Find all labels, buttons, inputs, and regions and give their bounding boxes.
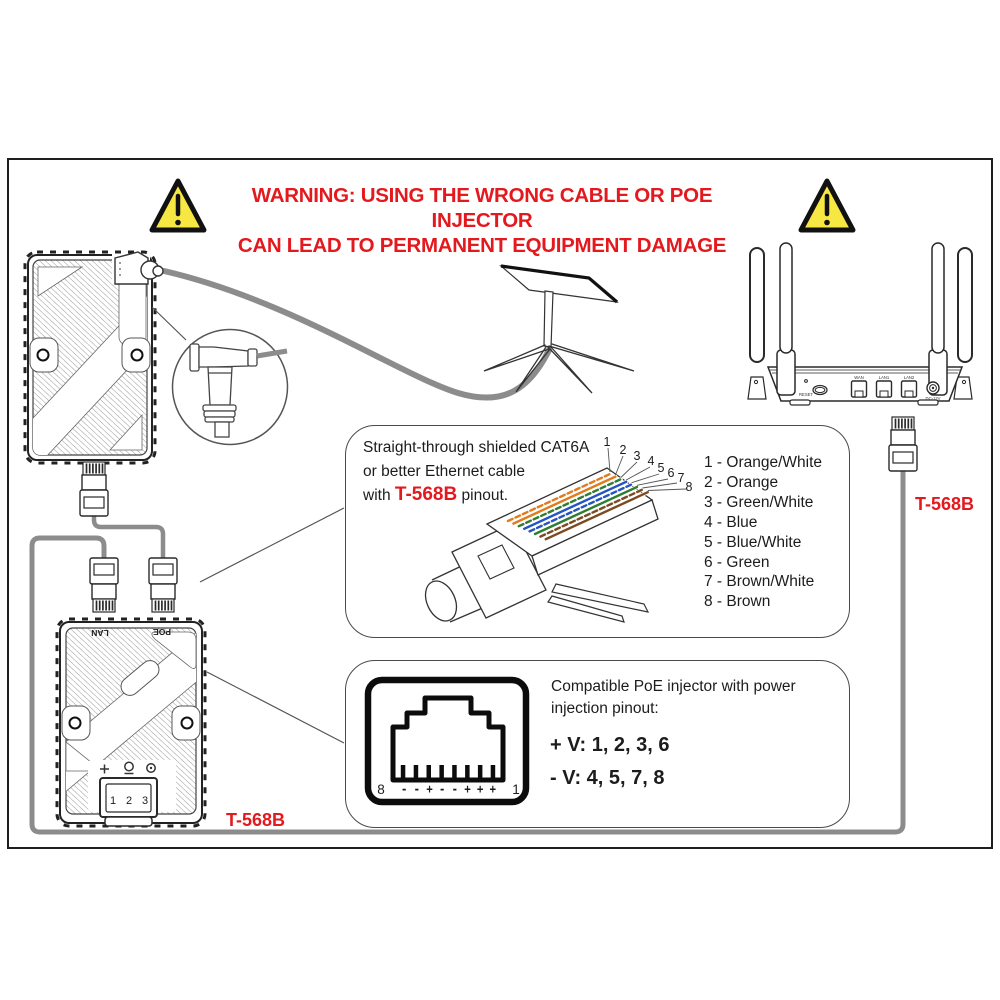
terminal-block xyxy=(100,778,157,826)
warning-banner xyxy=(212,183,752,258)
t568b-standard: T-568B xyxy=(394,484,458,505)
svg-text:DC-12V: DC-12V xyxy=(925,396,941,401)
svg-text:LAN2: LAN2 xyxy=(903,375,915,380)
cable-spec-line1: Straight-through shielded CAT6A xyxy=(363,439,590,456)
warning-line-1: WARNING: USING THE WRONG CABLE OR POE INJECTOR xyxy=(251,184,713,232)
rj45-adapter-connector xyxy=(80,462,108,516)
jack-pin8-label: 8 xyxy=(377,782,385,797)
connector-inset xyxy=(173,330,288,445)
jack-polarity-row: - - + - - + + + xyxy=(401,782,496,796)
legend-row: 8 - Brown xyxy=(704,593,771,611)
cable-spec-text xyxy=(363,436,589,508)
router-antenna-outer-left xyxy=(750,248,764,362)
router-reset-label: RESET xyxy=(799,392,813,397)
legend-row: 6 - Green xyxy=(704,553,770,571)
warning-line-2: CAN LEAD TO PERMANENT EQUIPMENT DAMAGE xyxy=(237,234,727,257)
inset-leader-line xyxy=(152,307,186,340)
t568b-label-injector: T-568B xyxy=(226,810,286,830)
starlink-dish xyxy=(484,266,634,393)
cable-spec-line3: with T-568B pinout. xyxy=(363,484,509,505)
injector-poe-port-label: POE xyxy=(153,627,171,637)
svg-text:4: 4 xyxy=(647,454,655,468)
svg-text:3: 3 xyxy=(141,795,149,807)
svg-text:6: 6 xyxy=(667,466,675,480)
poe-pinout-box xyxy=(345,660,850,828)
t568b-label-router: T-568B xyxy=(915,494,975,514)
legend-row: 7 - Brown/White xyxy=(704,573,815,591)
poe-box-leader-line xyxy=(207,672,344,743)
injector-lan-port-label: LAN xyxy=(91,628,109,638)
legend-row: 1 - Orange/White xyxy=(704,454,823,471)
plus-v-pins: + V: 1, 2, 3, 6 xyxy=(550,734,670,756)
rj45-injector-lan-connector xyxy=(90,558,118,612)
svg-text:2: 2 xyxy=(125,795,133,807)
svg-text:3: 3 xyxy=(633,449,641,463)
svg-text:5: 5 xyxy=(657,461,665,475)
router-reset-pinhole xyxy=(805,380,808,383)
cable-spec-box xyxy=(345,425,850,638)
svg-text:7: 7 xyxy=(677,471,685,485)
legend-row: 4 - Blue xyxy=(704,513,758,531)
svg-text:1: 1 xyxy=(109,795,117,807)
svg-text:8: 8 xyxy=(685,480,693,494)
rj45-router-connector xyxy=(889,417,917,471)
dish-cable-connector xyxy=(112,252,163,284)
minus-v-pins: - V: 4, 5, 7, 8 xyxy=(550,767,665,789)
legend-row: 3 - Green/White xyxy=(704,493,814,511)
legend-row: 2 - Orange xyxy=(704,473,779,491)
cable-box-leader-line xyxy=(200,508,344,582)
rj45-injector-poe-connector xyxy=(149,558,177,612)
router-device xyxy=(748,243,972,405)
warning-icon-right xyxy=(801,181,853,230)
jack-pin1-label: 1 xyxy=(512,782,520,797)
power-adapter-device xyxy=(14,252,177,463)
svg-text:WAN: WAN xyxy=(854,375,864,380)
cable-spec-line2: or better Ethernet cable xyxy=(363,462,525,480)
router-antenna-inner-right xyxy=(929,243,947,395)
poe-pinout-line1: Compatible PoE injector with power xyxy=(551,678,796,695)
legend-row: 5 - Blue/White xyxy=(704,533,802,551)
router-antenna-outer-right xyxy=(958,248,972,362)
wire-color-legend xyxy=(704,453,822,612)
router-dc-jack xyxy=(926,382,941,401)
svg-text:2: 2 xyxy=(619,443,627,457)
svg-text:LAN1: LAN1 xyxy=(878,375,890,380)
warning-icon-left xyxy=(152,181,204,230)
poe-pinout-line2: injection pinout: xyxy=(551,700,659,717)
router-antenna-inner-left xyxy=(777,243,795,395)
poe-injector-device xyxy=(36,619,226,826)
poe-pinout-text xyxy=(551,676,796,720)
svg-text:1: 1 xyxy=(603,435,611,449)
